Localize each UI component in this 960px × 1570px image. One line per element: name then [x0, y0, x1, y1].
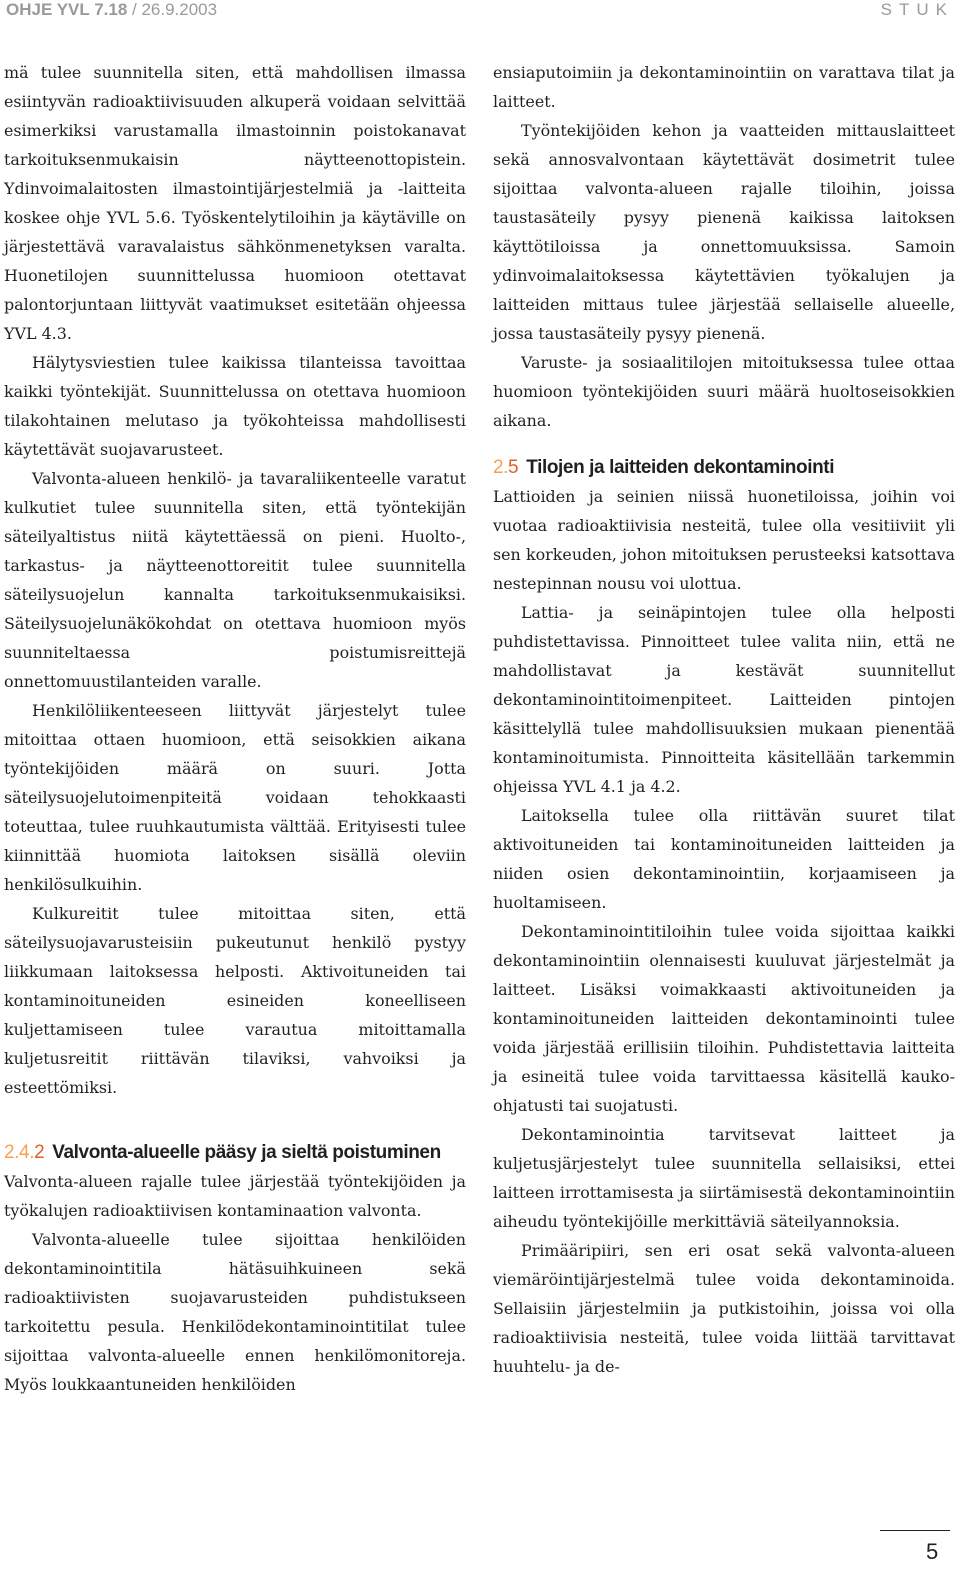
left-column [4, 58, 466, 1399]
paragraph: Primääripiiri, sen eri osat sekä valvonta-alueen viemäröintijärjestelmä tulee voida dekontaminoida. Sellaisiin järjestelmiin ja putkistoihin, joissa voi olla radioaktiivisia nesteitä, tulee voida liittää tarvittavat huuhtelu- ja de- [493, 1241, 955, 1376]
right-column [493, 58, 955, 1381]
paragraph: mä tulee suunnitella siten, että mahdollisen ilmassa esiintyvän radioaktiivisuuden alkuperä voidaan selvittää esimerkiksi varustamalla ilmastoinnin poistokanavat tarkoituksenmukaisin näytteenottopistein. Ydinvoimalaitosten ilmastointijärjestelmiä ja -laitteita koskee ohje YVL 5.6. Työskentelytiloihin ja käytäville on järjestettävä varavalaistus sähkönmenetyksen varalta. Huonetilojen suunnittelussa huomioon otettavat palontorjuntaan liittyvät vaatimukset esitetään ohjeessa YVL 4.3. [4, 63, 466, 343]
section-title: Tilojen ja laitteiden dekontaminointi [526, 457, 835, 478]
paragraph: ensiaputoimiin ja dekontaminointiin on varattava tilat ja laitteet. [493, 63, 955, 111]
paragraph: Lattioiden ja seinien niissä huonetiloissa, joihin voi vuotaa radioaktiivisia nesteitä, tulee olla vesitiiviit yli sen korkeuden, johon mitoituksen perusteeksi katsottava nestepinnan nousu voi ulottua. [493, 487, 955, 593]
paragraph: Laitoksella tulee olla riittävän suuret tilat aktivoituneiden tai kontaminoituneiden laitteiden ja niiden osien dekontaminointiin, korjaamiseen ja huoltamiseen. [493, 806, 955, 912]
paragraph: Varuste- ja sosiaalitilojen mitoituksessa tulee ottaa huomioon työntekijöiden suuri määrä huoltoseisokkien aikana. [493, 353, 955, 430]
publisher-name: STUK [880, 0, 954, 19]
section-heading-2-5 [493, 453, 955, 482]
section-heading-2-4-2 [4, 1138, 466, 1167]
page-header [0, 0, 960, 20]
guide-date: 26.9.2003 [141, 0, 218, 19]
spacer [4, 1102, 466, 1138]
paragraph: Valvonta-alueelle tulee sijoittaa henkilöiden dekontaminointitila hätäsuihkuineen sekä radioaktiivisten suojavarusteiden puhdistukseen tarkoitettu pesula. Henkilödekontaminointitilat tulee sijoittaa valvonta-alueelle ennen henkilömonitoreja. Myös loukkaantuneiden henkilöiden [4, 1230, 466, 1394]
guide-title: OHJE YVL 7.18 [6, 0, 128, 19]
spacer [493, 435, 955, 453]
footer-rule [880, 1530, 950, 1531]
paragraph: Kulkureitit tulee mitoittaa siten, että säteilysuojavarusteisiin pukeutunut henkilö pystyy liikkumaan laitoksessa helposti. Aktivoituneiden tai kontaminoituneiden esineiden koneelliseen kuljettamiseen tulee varautua mitoittamalla kuljetusreitit riittävän tilaviksi, vahvoiksi ja esteettömiksi. [4, 904, 466, 1097]
paragraph: Lattia- ja seinäpintojen tulee olla helposti puhdistettavissa. Pinnoitteet tulee valita niin, että ne mahdollistavat ja kestävät suunnitellut dekontaminointitoimenpiteet. Laitteiden pintojen käsittelyllä tulee mahdollisuuksien mukaan pienentää kontaminoitumista. Pinnoitteita käsitellään tarkemmin ohjeissa YVL 4.1 ja 4.2. [493, 603, 955, 796]
section-title: Valvonta-alueelle pääsy ja sieltä poistuminen [52, 1142, 441, 1163]
page-number: 5 [926, 1539, 939, 1564]
paragraph: Työntekijöiden kehon ja vaatteiden mittauslaitteet sekä annosvalvontaan käytettävät dosimetrit tulee sijoittaa valvonta-alueen rajalle tiloihin, joissa taustasäteily pysyy pienenä kaikissa laitoksen käyttötiloissa ja onnettomuuksissa. Samoin ydinvoimalaitoksessa käytettävien työkalujen ja laitteiden mittaus tulee järjestää sellaiselle alueelle, jossa taustasäteily pysyy pienenä. [493, 121, 955, 343]
header-separator: / [127, 0, 142, 19]
paragraph: Henkilöliikenteeseen liittyvät järjestelyt tulee mitoittaa ottaen huomioon, että seisokkien aikana työntekijöiden määrä on suuri. Jotta säteilysuojelutoimenpiteitä voidaan tehokkaasti toteuttaa, tulee ruuhkautumista välttää. Erityisesti tulee kiinnittää huomiota laitoksen sisällä oleviin henkilösulkuihin. [4, 701, 466, 894]
section-number: 2.5 [493, 457, 519, 478]
header-document-id [6, 0, 217, 20]
paragraph: Valvonta-alueen henkilö- ja tavaraliikenteelle varatut kulkutiet tulee suunnitella siten, että työntekijän säteilyaltistus niitä käytettäessä on pieni. Huolto-, tarkastus- ja näytteenottoreitit tulee suunnitella säteilysuojelun kannalta tarkoituksenmukaisiksi. Säteilysuojelunäkökohdat on otettava huomioon myös suunniteltaessa poistumisreittejä onnettomuustilanteiden varalle. [4, 469, 466, 691]
paragraph: Valvonta-alueen rajalle tulee järjestää työntekijöiden ja työkalujen radioaktiivisen kontaminaation valvonta. [4, 1172, 466, 1220]
section-number: 2.4.2 [4, 1142, 45, 1163]
paragraph: Dekontaminointia tarvitsevat laitteet ja kuljetusjärjestelyt tulee suunnitella sellaisiksi, ettei laitteen irrottamisesta ja siirtämisestä dekontaminointiin aiheudu työntekijöille merkittäviä säteilyannoksia. [493, 1125, 955, 1231]
paragraph: Dekontaminointitiloihin tulee voida sijoittaa kaikki dekontaminointiin olennaisesti kuuluvat järjestelmät ja laitteet. Lisäksi voimakkaasti aktivoituneiden ja kontaminoituneiden laitteiden dekontaminointi tulee voida järjestää erillisiin tiloihin. Puhdistettavia laitteita ja esineitä tulee voida tarvittaessa käsitellä kauko-ohjatusti tai suojatusti. [493, 922, 955, 1115]
paragraph: Hälytysviestien tulee kaikissa tilanteissa tavoittaa kaikki työntekijät. Suunnittelussa on otettava huomioon tilakohtainen melutaso ja työkohteissa mahdollisesti käytettävät suojavarusteet. [4, 353, 466, 459]
